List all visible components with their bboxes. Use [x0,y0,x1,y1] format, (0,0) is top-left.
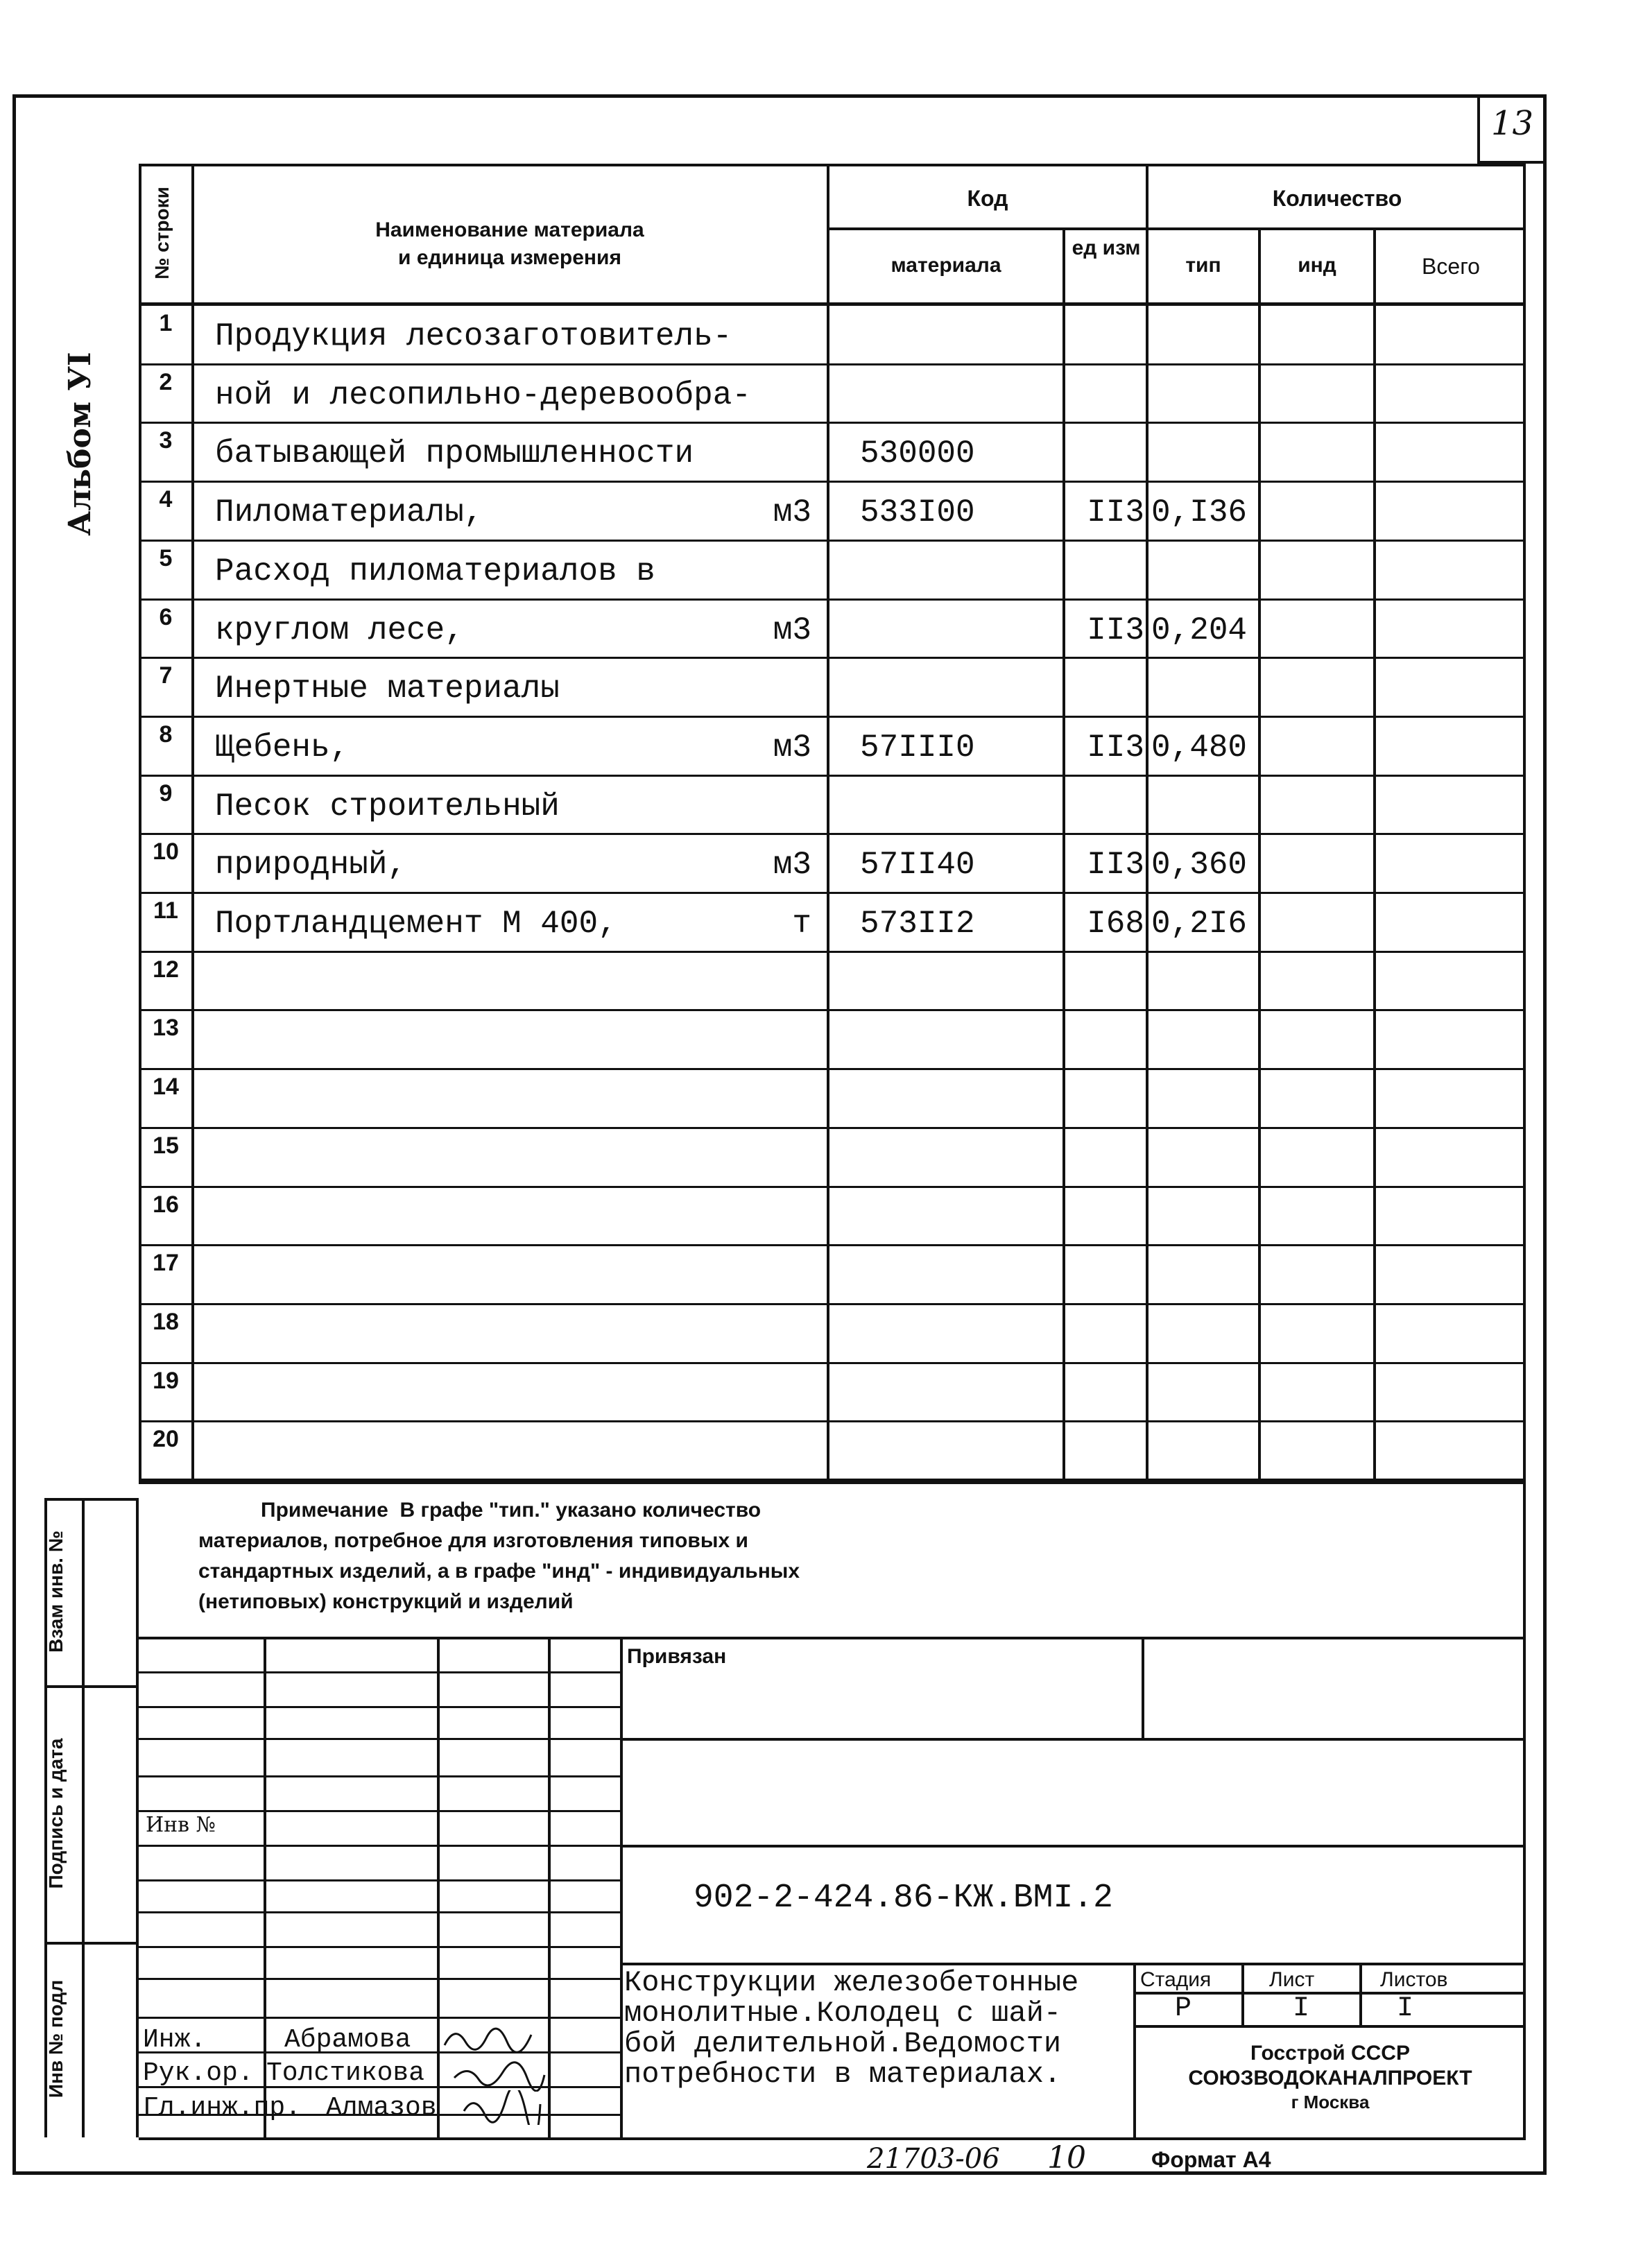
row-material-name: природный, [215,847,407,883]
vzam-inv-label: Взам инв. № [45,1531,67,1653]
note-line-2: материалов, потребное для изготовления типовых и [198,1529,748,1552]
stamp-col-3 [548,1637,551,2137]
person-1-role: Инж. [143,2025,207,2055]
person-2-role: Рук.ор. [143,2058,254,2088]
row-number: 6 [159,604,173,630]
document-code: 902-2-424.86-КЖ.ВМI.2 [694,1879,1113,1917]
row-divider [139,540,1526,542]
title-line-1: Конструкции железобетонные [624,1966,1079,1999]
stamp-grid-line [139,1671,620,1673]
code-material-header: материала [890,254,1001,277]
row-number: 11 [153,897,178,924]
page-number: 13 [1491,104,1534,143]
stamp-row-c [620,1963,1526,1965]
material-name-header: Наименование материала и единица измерения [375,218,644,269]
row-number: 5 [159,545,173,571]
row-material-name: батывающей промышленности [215,436,694,472]
person-2-name: Толстикова [266,2058,425,2088]
sheet-label: Лист [1269,1968,1315,1991]
row-number: 8 [159,721,173,748]
note-top [139,1481,1526,1484]
row-number: 19 [153,1368,179,1394]
col-divider-4 [1146,164,1148,1481]
row-number: 15 [153,1132,179,1159]
stage-mid [1133,1992,1526,1995]
stamp-grid-line [139,1775,620,1777]
note-line-1: Примечание В графе "тип." указано количество [261,1499,762,1522]
row-unit: м3 [773,612,811,648]
row-number: 4 [159,486,173,513]
col-divider-2 [827,164,829,1481]
qty-total-header: Всего [1422,254,1480,279]
col-divider-1 [191,164,194,1481]
stage-block-left [1133,1963,1136,2137]
row-material-code: 573II2 [860,906,975,942]
quantity-header: Количество [1272,186,1402,211]
row-number: 17 [153,1250,179,1276]
title-line-2: монолитные.Колодец с шай- [624,1997,1062,2030]
stamp-grid-line [139,1946,620,1948]
stage-bottom [1133,2025,1526,2028]
row-material-name: ной и лесопильно-деревообра- [215,377,751,413]
qty-typ-header: тип [1185,254,1221,277]
footer-page: 10 [1047,2140,1086,2176]
row-number: 1 [159,310,173,336]
row-number: 13 [153,1015,179,1041]
row-divider [139,775,1526,777]
row-number: 10 [153,838,179,865]
org-line-3: г Москва [1291,2092,1370,2112]
stamp-col-4 [620,1637,623,2137]
row-material-code: 57II40 [860,847,975,883]
row-material-name: Инертные материалы [215,671,560,707]
margin-right [136,1498,139,2137]
row-unit-code: II3 [1087,847,1144,883]
album-label: Альбом УI [62,352,98,536]
row-unit: м3 [773,847,811,883]
row-divider [139,951,1526,953]
row-divider [139,481,1526,483]
footer-number: 21703-06 [867,2143,1000,2175]
row-unit-code: II3 [1087,612,1144,648]
row-qty-typ: 0,204 [1151,612,1248,648]
row-material-name: Портландцемент М 400, [215,906,617,942]
row-material-code: 533I00 [860,494,975,531]
row-material-name: Щебень, [215,730,350,766]
privyazan-label: Привязан [627,1645,727,1668]
stamp-row-b [620,1845,1526,1848]
row-unit: т [792,906,811,942]
title-line-3: бой делительной.Ведомости [624,2027,1062,2060]
footer-format: Формат А4 [1151,2147,1271,2172]
row-divider [139,422,1526,424]
podpis-data-label: Подпись и дата [45,1738,67,1889]
stamp-top [139,1637,1526,1639]
row-material-code: 57III0 [860,730,975,766]
stage-value: Р [1175,1993,1192,2024]
row-divider [139,833,1526,835]
row-divider [139,1127,1526,1129]
stamp-right [1523,1481,1526,2140]
header-subline [827,227,1526,230]
sheets-label: Листов [1380,1968,1448,1991]
stamp-grid-line [139,1810,620,1812]
row-divider [139,1244,1526,1246]
row-qty-typ: 0,2I6 [1151,906,1248,942]
row-number: 14 [153,1074,179,1100]
note-line-4: (нетиповых) конструкций и изделий [198,1590,574,1613]
row-number: 3 [159,427,173,454]
row-divider [139,1068,1526,1070]
qty-ind-header: инд [1298,254,1336,277]
row-unit-code: II3 [1087,494,1144,531]
margin-top [44,1498,136,1501]
row-qty-typ: 0,I36 [1151,494,1248,531]
row-unit-code: II3 [1087,730,1144,766]
person-1-name: Абрамова [284,2025,411,2055]
stamp-grid-line [139,1738,620,1740]
row-divider [139,1303,1526,1305]
margin-sep-2 [44,1942,136,1945]
stamp-bottom [139,2137,1526,2140]
row-number: 20 [153,1426,179,1452]
row-qty-typ: 0,480 [1151,730,1248,766]
note-line-3: стандартных изделий, а в графе "инд" - индивидуальных [198,1560,800,1583]
row-number: 9 [159,780,173,807]
col-divider-6 [1373,229,1376,1481]
row-number: 18 [153,1309,179,1335]
row-divider [139,1362,1526,1364]
row-divider [139,657,1526,659]
row-divider [139,363,1526,365]
row-divider [139,1420,1526,1422]
person-3-name: Алмазов [326,2093,437,2123]
org-line-1: Госстрой СССР [1250,2042,1410,2065]
row-unit-code: I68 [1087,906,1144,942]
stage-div-1 [1241,1963,1244,2028]
stamp-grid-line [139,1911,620,1913]
row-material-name: круглом лесе, [215,612,464,648]
page-number-divider [1477,94,1480,164]
code-header: Код [967,186,1008,211]
row-material-name: Расход пиломатериалов в [215,553,655,589]
sheets-value: I [1397,1993,1414,2024]
org-line-2: СОЮЗВОДОКАНАЛПРОЕКТ [1188,2067,1472,2090]
row-unit: м3 [773,730,811,766]
row-number-header: № строки [151,187,173,279]
row-number: 16 [153,1191,179,1218]
stamp-grid-line [139,2017,620,2019]
stamp-grid-line [139,1706,620,1708]
inv-no-label: Инв № [146,1813,216,1837]
row-divider [139,716,1526,718]
row-divider [139,598,1526,601]
row-qty-typ: 0,360 [1151,847,1248,883]
row-material-name: Пиломатериалы, [215,494,483,531]
row-divider [139,892,1526,894]
note-text [198,1495,800,1617]
person-3-role: Гл.инж.пр. [143,2093,302,2123]
stage-div-2 [1359,1963,1362,2028]
signature-2 [451,2057,548,2092]
signature-1 [441,2021,545,2056]
inv-podl-label: Инв № подл [45,1979,67,2099]
stamp-grid-line [139,1978,620,1980]
title-line-4: потребности в материалах. [624,2058,1062,2091]
signature-3 [461,2090,544,2125]
row-material-name: Песок строительный [215,789,560,825]
row-divider [139,1009,1526,1011]
row-divider [139,1186,1526,1188]
row-material-code: 530000 [860,436,975,472]
stamp-row-a [620,1738,1526,1741]
row-number: 2 [159,369,173,395]
row-material-name: Продукция лесозаготовитель- [215,318,732,354]
col-divider-5 [1258,229,1261,1481]
stamp-col-2 [437,1637,440,2137]
margin-middle [82,1498,85,2137]
header-bottom [139,302,1526,306]
col-divider-3 [1062,229,1065,1481]
code-unit-header: ед изм [1072,236,1141,259]
row-unit: м3 [773,494,811,531]
stamp-grid-line [139,1845,620,1847]
row-number: 7 [159,662,173,689]
sheet-value: I [1293,1993,1310,2024]
stage-label: Стадия [1140,1968,1212,1991]
row-number: 12 [153,956,179,983]
privyazan-divider [1142,1637,1144,1741]
stamp-grid-line [139,1879,620,1881]
